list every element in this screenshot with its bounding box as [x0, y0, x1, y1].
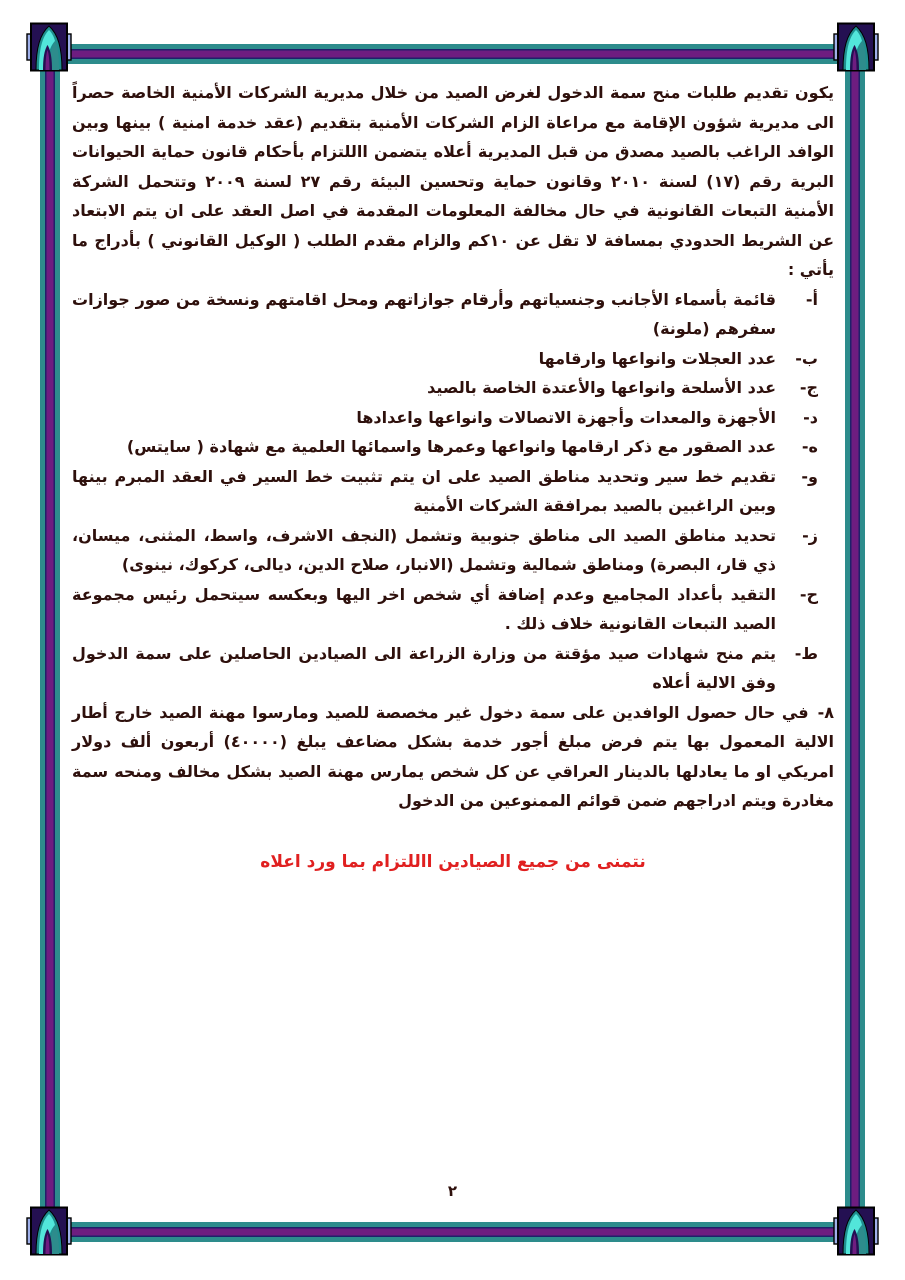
item-number: ٨-	[817, 702, 834, 722]
list-item-text: قائمة بأسماء الأجانب وجنسياتهم وأرقام جوازاتهم ومحل اقامتهم ونسخة من صور جوازات سفرهم (ملونة)	[72, 289, 776, 338]
list-item-j	[72, 373, 834, 403]
border-band-left	[40, 46, 60, 1236]
document-body	[72, 78, 834, 877]
numbered-item-8	[72, 698, 834, 816]
corner-arch-ornament-icon	[833, 22, 879, 72]
list-item-w	[72, 462, 834, 521]
list-item-letter: ه-	[801, 437, 818, 456]
border-band-bottom	[48, 1222, 857, 1242]
corner-arch-ornament-icon	[26, 1206, 72, 1256]
list-item-letter: ز-	[802, 525, 818, 545]
lettered-list	[72, 285, 834, 698]
list-item-letter: أ-	[805, 289, 818, 309]
list-item-text: تقديم خط سير وتحديد مناطق الصيد على ان يتم تثبيت خط السير في العقد المبرم بينها وبين الراغبين بالصيد بمرافقة الشركات الأمنية	[72, 466, 776, 515]
list-item-text: عدد العجلات وانواعها وارقامها	[538, 348, 776, 368]
list-item-z	[72, 521, 834, 580]
border-band-top	[48, 44, 857, 64]
list-item-text: عدد الصقور مع ذكر ارقامها وانواعها وعمرها واسمائها العلمية مع شهادة ( سايتس)	[126, 437, 776, 456]
corner-arch-ornament-icon	[833, 1206, 879, 1256]
list-item-letter: ب-	[795, 348, 818, 368]
list-item-text: عدد الأسلحة وانواعها والأعتدة الخاصة بالصيد	[427, 378, 776, 397]
list-item-hh	[72, 580, 834, 639]
numbered-item-text: في حال حصول الوافدين على سمة دخول غير مخصصة للصيد ومارسوا مهنة الصيد خارج أطار الالية المعمول بها يتم فرض مبلغ أجور خدمة بشكل مضاعف يبلغ (٤٠٠٠٠) أربعون ألف دولار امريكي او ما يعادلها بالدينار العراقي عن كل شخص يمارس مهنة الصيد بشكل مخالف ومنحه سمة مغادرة ويتم ادراجهم ضمن قوائم الممنوعين من الدخول	[72, 702, 835, 810]
border-band-right	[845, 46, 865, 1236]
list-item-letter: د-	[803, 407, 818, 427]
list-item-d	[72, 403, 834, 433]
list-item-text: يتم منح شهادات صيد مؤقتة من وزارة الزراعة الى الصيادين الحاصلين على سمة الدخول وفق الالية أعلاه	[72, 643, 776, 692]
list-item-b	[72, 344, 834, 374]
list-item-t	[72, 639, 834, 698]
list-item-letter: ط-	[794, 643, 818, 663]
list-item-h	[72, 432, 834, 462]
list-item-letter: ح-	[799, 584, 818, 604]
list-item-text: التقيد بأعداد المجاميع وعدم إضافة أي شخص اخر اليها وبعكسه سيتحمل رئيس مجموعة الصيد التبعات القانونية خلاف ذلك .	[72, 584, 776, 633]
compliance-notice: نتمنى من جميع الصيادين االلتزام بما ورد اعلاه	[260, 851, 646, 872]
page-number: ٢	[447, 1182, 458, 1200]
list-item-text: الأجهزة والمعدات وأجهزة الاتصالات وانواعها واعدادها	[356, 407, 776, 427]
intro-paragraph: يكون تقديم طلبات منح سمة الدخول لغرض الصيد من خلال مديرية الشركات الأمنية الخاصة حصراً الى مديرية شؤون الإقامة مع مراعاة الزام الشركات الأمنية بتقديم (عقد خدمة امنية ) بينها وبين الوافد الراغب بالصيد مصدق من قبل المديرية أعلاه يتضمن االلتزام بأحكام قانون حماية الحيوانات البرية رقم (١٧) لسنة ٢٠١٠ وقانون حماية وتحسين البيئة رقم ٢٧ لسنة ٢٠٠٩ وتتحمل الشركة الأمنية التبعات القانونية في حال مخالفة المعلومات المقدمة في اصل العقد على ان يتم الابتعاد عن الشريط الحدودي بمسافة لا تقل عن ١٠كم والزام مقدم الطلب ( الوكيل القانوني ) بأدراج ما يأتي :	[72, 83, 835, 279]
corner-arch-ornament-icon	[26, 22, 72, 72]
list-item-a	[72, 285, 834, 344]
list-item-letter: ج-	[799, 378, 818, 397]
list-item-letter: و-	[801, 466, 818, 486]
list-item-text: تحديد مناطق الصيد الى مناطق جنوبية وتشمل (النجف الاشرف، واسط، المثنى، ميسان، ذي قار، البصرة) ومناطق شمالية وتشمل (الانبار، صلاح الدين، ديالى، كركوك، نينوى)	[72, 525, 776, 574]
